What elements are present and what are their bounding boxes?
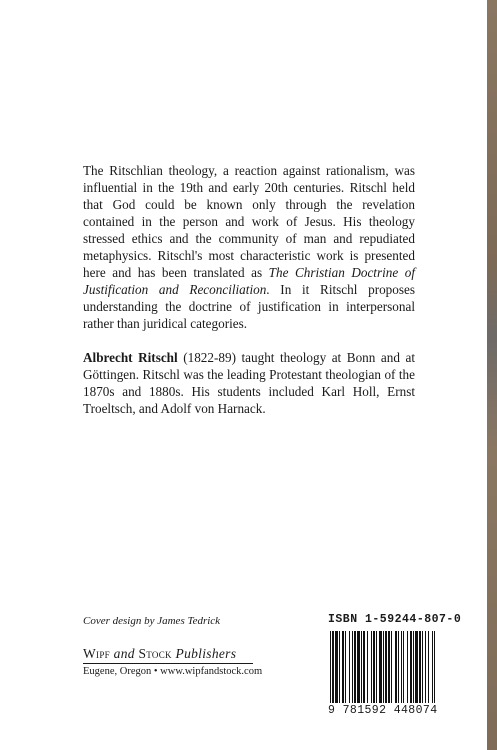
barcode-bar (422, 631, 423, 703)
author-bio-text: (1822-89) taught theology at Bonn and at Göttingen. Ritschl was the leading Protestant theologian of the 1870s and 1880s. His students included Karl Holl, Ernst Troeltsch, and Adolf von Harnack. (83, 350, 415, 416)
barcode-bar (383, 631, 384, 703)
barcode-bar (388, 631, 390, 703)
barcode-bar (354, 631, 356, 703)
barcode-bar (373, 631, 375, 703)
barcode-bar (428, 631, 429, 703)
translated-title: The Christian Doctrine of Justification and Reconciliation (83, 265, 415, 297)
barcode-bar (415, 631, 418, 703)
isbn-label: ISBN 1-59244-807-0 (328, 613, 462, 626)
barcode-bar (410, 631, 412, 703)
barcode-bar (367, 631, 368, 703)
description-text-1: The Ritschlian theology, a reaction against rationalism, was influential in the 19th and early 20th centuries. Ritschl held that God could be known only through the revelation contained in the person and work of Jesus. His theology stressed ethics and the community of man and repudiated metaphysics. Ritschl's most characteristic work is presented here and has been translated as (83, 163, 415, 280)
barcode-bar (413, 631, 414, 703)
spine-edge (487, 0, 497, 750)
barcode-bar (345, 631, 346, 703)
barcode-bar (434, 631, 435, 703)
barcode-bar (407, 631, 408, 703)
barcode-bar (363, 631, 365, 703)
publisher-address: Eugene, Oregon • www.wipfandstock.com (83, 666, 263, 677)
barcode-bar (330, 631, 331, 703)
author-bio (83, 349, 415, 417)
author-name: Albrecht Ritschl (83, 350, 178, 365)
publisher-name-2: Stock (138, 646, 172, 661)
barcode-bar (349, 631, 350, 703)
cover-design-credit: Cover design by James Tedrick (83, 615, 221, 627)
barcode-digits: 9 781592 448074 (328, 704, 438, 717)
publisher-suffix: Publishers (175, 646, 237, 661)
barcode-bar (401, 631, 402, 703)
barcode-bar (357, 631, 360, 703)
description-text-2: . In it Ritschl proposes understanding the doctrine of justification in interpersonal rather than juridical categories. (83, 282, 415, 331)
barcode-bar (371, 631, 372, 703)
barcode-bar (398, 631, 399, 703)
barcode-bar (342, 631, 344, 703)
barcode-bar (391, 631, 392, 703)
barcode-bar (403, 631, 404, 703)
barcode-bar (339, 631, 340, 703)
barcode-bar (361, 631, 362, 703)
barcode-bar (379, 631, 382, 703)
barcode-bar (425, 631, 426, 703)
barcode-bar (432, 631, 433, 703)
isbn-barcode-block (328, 612, 478, 717)
publisher-and: and (113, 646, 135, 661)
publisher-name-1: Wipf (83, 646, 110, 661)
publisher-name (83, 646, 236, 662)
barcode-bar (376, 631, 377, 703)
barcode-bar (332, 631, 334, 703)
barcode-image (328, 631, 476, 703)
publisher-divider (83, 663, 253, 664)
barcode-bar (352, 631, 353, 703)
barcode-bar (419, 631, 421, 703)
barcode-bar (335, 631, 338, 703)
barcode-bar (385, 631, 387, 703)
barcode-bar (395, 631, 397, 703)
book-description (83, 162, 415, 332)
